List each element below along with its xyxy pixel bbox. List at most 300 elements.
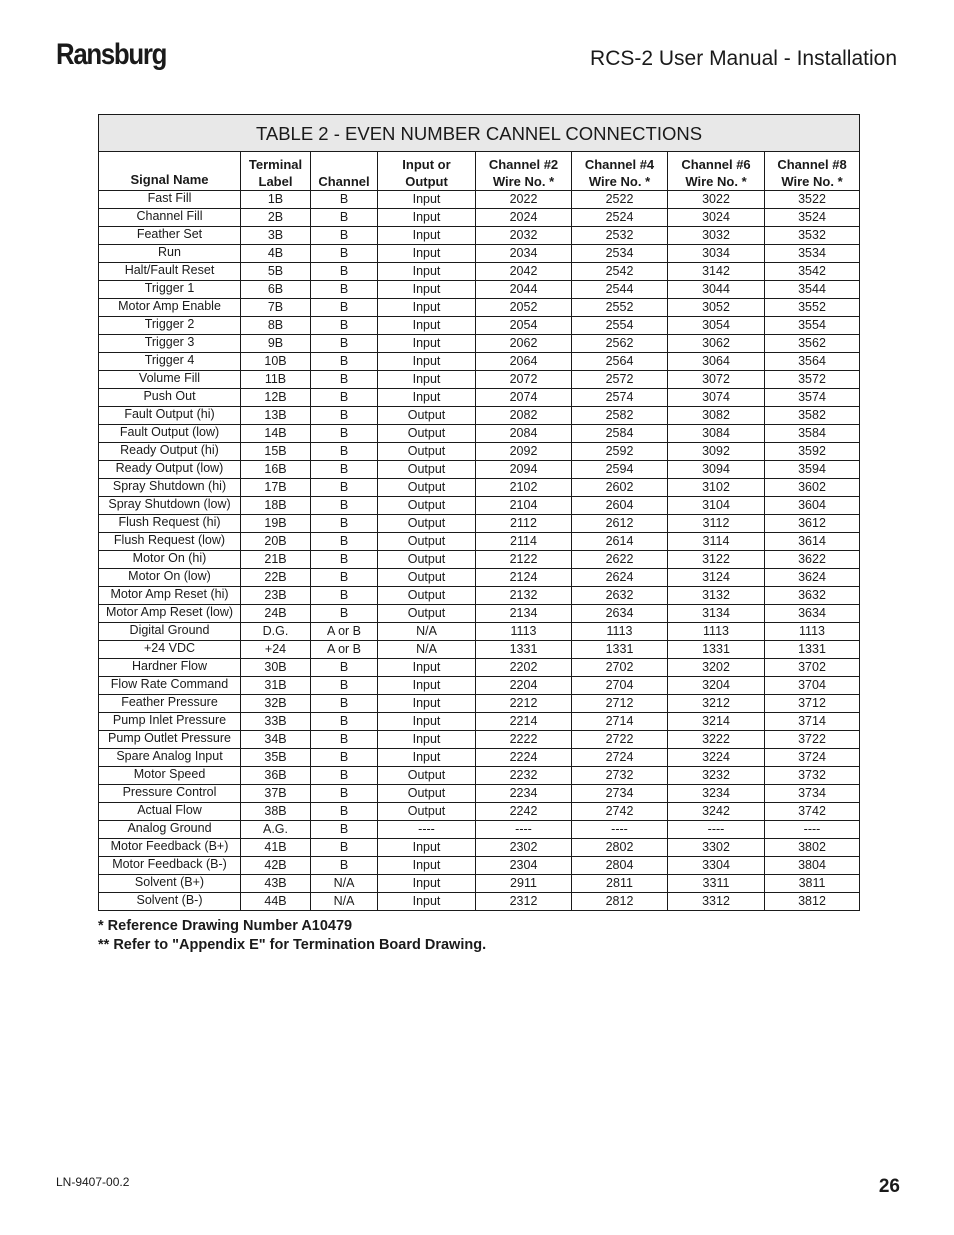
- table-cell: 2062: [476, 335, 572, 353]
- table-cell: Spray Shutdown (low): [99, 497, 241, 515]
- table-cell: Output: [378, 497, 476, 515]
- table-header-row: [99, 152, 860, 191]
- table-cell: 14B: [241, 425, 311, 443]
- table-cell: 2562: [572, 335, 668, 353]
- table-cell: Output: [378, 533, 476, 551]
- table-cell: 3724: [765, 749, 860, 767]
- column-header-5: [572, 152, 668, 191]
- table-cell: Trigger 4: [99, 353, 241, 371]
- column-header-line2: Wire No. *: [781, 174, 843, 189]
- column-header-line2: Output: [405, 174, 448, 189]
- table-cell: 3532: [765, 227, 860, 245]
- table-row: [99, 263, 860, 281]
- table-cell: 1331: [572, 641, 668, 659]
- table-cell: 34B: [241, 731, 311, 749]
- table-row: [99, 533, 860, 551]
- table-cell: 22B: [241, 569, 311, 587]
- column-header-7: [765, 152, 860, 191]
- table-row: [99, 389, 860, 407]
- table-cell: Trigger 2: [99, 317, 241, 335]
- table-cell: Input: [378, 839, 476, 857]
- table-cell: 2582: [572, 407, 668, 425]
- table-cell: 2534: [572, 245, 668, 263]
- table-cell: 3142: [668, 263, 765, 281]
- table-cell: 2224: [476, 749, 572, 767]
- table-cell: B: [311, 713, 378, 731]
- table-row: [99, 425, 860, 443]
- table-cell: 3052: [668, 299, 765, 317]
- table-cell: 3204: [668, 677, 765, 695]
- appendix-note: ** Refer to "Appendix E" for Termination Board Drawing.: [98, 937, 487, 953]
- table-cell: 1B: [241, 191, 311, 209]
- table-cell: 32B: [241, 695, 311, 713]
- table-row: [99, 353, 860, 371]
- table-row: [99, 857, 860, 875]
- table-row: [99, 767, 860, 785]
- table-cell: Input: [378, 857, 476, 875]
- table-cell: Analog Ground: [99, 821, 241, 839]
- table-cell: Output: [378, 605, 476, 623]
- table-cell: 2634: [572, 605, 668, 623]
- table-cell: 8B: [241, 317, 311, 335]
- table-row: [99, 407, 860, 425]
- table-cell: 2022: [476, 191, 572, 209]
- table-cell: 2552: [572, 299, 668, 317]
- table-cell: 3232: [668, 767, 765, 785]
- table-cell: 3812: [765, 893, 860, 911]
- table-cell: 2911: [476, 875, 572, 893]
- table-cell: 3092: [668, 443, 765, 461]
- table-cell: ----: [378, 821, 476, 839]
- table-cell: 3804: [765, 857, 860, 875]
- table-cell: Digital Ground: [99, 623, 241, 641]
- column-header-line1: Input or: [402, 157, 451, 172]
- table-cell: Output: [378, 407, 476, 425]
- table-cell: N/A: [378, 623, 476, 641]
- table-cell: 1113: [572, 623, 668, 641]
- table-cell: 2222: [476, 731, 572, 749]
- table-cell: Input: [378, 389, 476, 407]
- table-cell: B: [311, 515, 378, 533]
- table-cell: Halt/Fault Reset: [99, 263, 241, 281]
- table-cell: B: [311, 731, 378, 749]
- table-cell: 2024: [476, 209, 572, 227]
- table-cell: Input: [378, 191, 476, 209]
- table-row: [99, 803, 860, 821]
- column-header-line2: Wire No. *: [588, 174, 651, 189]
- table-cell: 3104: [668, 497, 765, 515]
- table-cell: 3032: [668, 227, 765, 245]
- table-cell: 2714: [572, 713, 668, 731]
- reference-note: * Reference Drawing Number A10479: [98, 918, 353, 934]
- column-header-line2: Signal Name: [130, 172, 209, 187]
- table-row: [99, 281, 860, 299]
- table-cell: Trigger 3: [99, 335, 241, 353]
- table-cell: 2122: [476, 551, 572, 569]
- table-cell: 3082: [668, 407, 765, 425]
- table-cell: 19B: [241, 515, 311, 533]
- table-cell: Trigger 1: [99, 281, 241, 299]
- table-cell: Motor Feedback (B-): [99, 857, 241, 875]
- table-cell: B: [311, 857, 378, 875]
- column-header-line1: Channel #2: [488, 157, 559, 172]
- table-cell: B: [311, 803, 378, 821]
- table-cell: 4B: [241, 245, 311, 263]
- table-cell: 3704: [765, 677, 860, 695]
- table-cell: 3552: [765, 299, 860, 317]
- table-row: [99, 587, 860, 605]
- table-cell: 3632: [765, 587, 860, 605]
- table-cell: 2554: [572, 317, 668, 335]
- column-header-6: [668, 152, 765, 191]
- table-cell: 3702: [765, 659, 860, 677]
- table-cell: 6B: [241, 281, 311, 299]
- table-cell: B: [311, 533, 378, 551]
- table-cell: +24 VDC: [99, 641, 241, 659]
- table-cell: A or B: [311, 641, 378, 659]
- table-cell: N/A: [378, 641, 476, 659]
- table-cell: 2734: [572, 785, 668, 803]
- table-cell: 3714: [765, 713, 860, 731]
- column-header-3: [378, 152, 476, 191]
- table-cell: Input: [378, 731, 476, 749]
- table-cell: B: [311, 767, 378, 785]
- table-cell: B: [311, 479, 378, 497]
- table-cell: Motor Amp Reset (low): [99, 605, 241, 623]
- table-cell: 2624: [572, 569, 668, 587]
- table-cell: 2074: [476, 389, 572, 407]
- table-row: [99, 299, 860, 317]
- column-header-line2: Channel: [318, 174, 370, 189]
- table-cell: 3614: [765, 533, 860, 551]
- table-row: [99, 659, 860, 677]
- table-cell: Input: [378, 317, 476, 335]
- table-cell: Output: [378, 767, 476, 785]
- table-cell: Output: [378, 461, 476, 479]
- table-cell: 2724: [572, 749, 668, 767]
- table-cell: 3074: [668, 389, 765, 407]
- table-cell: 3112: [668, 515, 765, 533]
- table-cell: B: [311, 299, 378, 317]
- table-cell: Ready Output (hi): [99, 443, 241, 461]
- table-cell: 3534: [765, 245, 860, 263]
- table-cell: 7B: [241, 299, 311, 317]
- page-number: 26: [878, 1176, 900, 1197]
- table-cell: 2732: [572, 767, 668, 785]
- brand-logo: Ransburg: [56, 38, 167, 71]
- table-cell: 2212: [476, 695, 572, 713]
- table-cell: B: [311, 551, 378, 569]
- table-cell: Input: [378, 893, 476, 911]
- table-cell: 3134: [668, 605, 765, 623]
- table-cell: 2134: [476, 605, 572, 623]
- table-cell: 2202: [476, 659, 572, 677]
- table-cell: 2742: [572, 803, 668, 821]
- table-cell: Push Out: [99, 389, 241, 407]
- table-row: [99, 893, 860, 911]
- table-cell: Feather Pressure: [99, 695, 241, 713]
- table-cell: B: [311, 659, 378, 677]
- table-cell: Fault Output (low): [99, 425, 241, 443]
- table-cell: 3302: [668, 839, 765, 857]
- table-cell: 2102: [476, 479, 572, 497]
- table-cell: Hardner Flow: [99, 659, 241, 677]
- table-cell: 13B: [241, 407, 311, 425]
- table-cell: 2312: [476, 893, 572, 911]
- table-cell: 2232: [476, 767, 572, 785]
- table-cell: 3132: [668, 587, 765, 605]
- table-row: [99, 335, 860, 353]
- table-cell: Output: [378, 425, 476, 443]
- table-cell: 2602: [572, 479, 668, 497]
- table-cell: Output: [378, 803, 476, 821]
- table-cell: B: [311, 587, 378, 605]
- table-cell: Feather Set: [99, 227, 241, 245]
- column-header-0: [99, 152, 241, 191]
- table-cell: B: [311, 749, 378, 767]
- table-cell: 20B: [241, 533, 311, 551]
- table-cell: 3574: [765, 389, 860, 407]
- table-cell: Input: [378, 281, 476, 299]
- connections-table-container: [98, 114, 859, 911]
- table-cell: 1331: [765, 641, 860, 659]
- table-row: [99, 461, 860, 479]
- table-cell: 3564: [765, 353, 860, 371]
- table-cell: Run: [99, 245, 241, 263]
- table-cell: 3122: [668, 551, 765, 569]
- table-cell: 2032: [476, 227, 572, 245]
- table-cell: 3811: [765, 875, 860, 893]
- column-header-2: [311, 152, 378, 191]
- table-caption: TABLE 2 - EVEN NUMBER CANNEL CONNECTIONS: [99, 115, 860, 152]
- table-cell: 2104: [476, 497, 572, 515]
- table-row: [99, 839, 860, 857]
- table-cell: 3612: [765, 515, 860, 533]
- table-cell: Output: [378, 569, 476, 587]
- table-cell: 2594: [572, 461, 668, 479]
- table-cell: 3084: [668, 425, 765, 443]
- table-cell: 2712: [572, 695, 668, 713]
- table-cell: B: [311, 461, 378, 479]
- table-row: [99, 641, 860, 659]
- table-cell: 3124: [668, 569, 765, 587]
- column-header-line2: Label: [258, 174, 293, 189]
- table-cell: 2592: [572, 443, 668, 461]
- table-cell: Volume Fill: [99, 371, 241, 389]
- table-cell: 3634: [765, 605, 860, 623]
- table-cell: B: [311, 695, 378, 713]
- table-row: [99, 443, 860, 461]
- table-row: [99, 605, 860, 623]
- table-cell: B: [311, 443, 378, 461]
- table-cell: 3064: [668, 353, 765, 371]
- table-cell: 2054: [476, 317, 572, 335]
- table-cell: Input: [378, 695, 476, 713]
- table-cell: Fault Output (hi): [99, 407, 241, 425]
- table-row: [99, 227, 860, 245]
- table-cell: B: [311, 839, 378, 857]
- table-cell: 2B: [241, 209, 311, 227]
- table-cell: Output: [378, 479, 476, 497]
- table-cell: Solvent (B-): [99, 893, 241, 911]
- table-cell: 2542: [572, 263, 668, 281]
- table-cell: B: [311, 335, 378, 353]
- table-cell: B: [311, 425, 378, 443]
- table-cell: 3212: [668, 695, 765, 713]
- table-cell: 3312: [668, 893, 765, 911]
- table-cell: 2234: [476, 785, 572, 803]
- table-cell: 3304: [668, 857, 765, 875]
- table-cell: Flush Request (hi): [99, 515, 241, 533]
- table-cell: Input: [378, 245, 476, 263]
- table-cell: 3034: [668, 245, 765, 263]
- table-cell: 2132: [476, 587, 572, 605]
- table-body: [99, 191, 860, 911]
- table-cell: 17B: [241, 479, 311, 497]
- table-cell: 3734: [765, 785, 860, 803]
- table-cell: B: [311, 497, 378, 515]
- table-cell: 2702: [572, 659, 668, 677]
- table-row: [99, 677, 860, 695]
- connections-table: [98, 114, 860, 911]
- table-cell: 37B: [241, 785, 311, 803]
- document-code: LN-9407-00.2: [56, 1175, 130, 1189]
- table-cell: 3234: [668, 785, 765, 803]
- table-cell: 44B: [241, 893, 311, 911]
- table-cell: 43B: [241, 875, 311, 893]
- table-notes: [98, 917, 486, 955]
- table-cell: 3554: [765, 317, 860, 335]
- table-cell: Input: [378, 299, 476, 317]
- table-cell: 2214: [476, 713, 572, 731]
- table-cell: 3722: [765, 731, 860, 749]
- table-cell: 3712: [765, 695, 860, 713]
- table-cell: 3022: [668, 191, 765, 209]
- column-header-line1: Terminal: [248, 157, 303, 172]
- table-cell: B: [311, 281, 378, 299]
- table-cell: Input: [378, 659, 476, 677]
- table-row: [99, 209, 860, 227]
- table-cell: 2112: [476, 515, 572, 533]
- table-cell: Solvent (B+): [99, 875, 241, 893]
- table-cell: N/A: [311, 893, 378, 911]
- table-cell: B: [311, 569, 378, 587]
- table-cell: B: [311, 209, 378, 227]
- table-cell: Motor Feedback (B+): [99, 839, 241, 857]
- table-cell: ----: [572, 821, 668, 839]
- table-row: [99, 317, 860, 335]
- table-cell: 3802: [765, 839, 860, 857]
- table-cell: Input: [378, 263, 476, 281]
- table-cell: 41B: [241, 839, 311, 857]
- table-cell: 2614: [572, 533, 668, 551]
- table-row: [99, 821, 860, 839]
- table-cell: Input: [378, 353, 476, 371]
- table-cell: B: [311, 371, 378, 389]
- table-cell: 2084: [476, 425, 572, 443]
- table-cell: 3102: [668, 479, 765, 497]
- table-cell: Motor On (low): [99, 569, 241, 587]
- table-cell: 1113: [765, 623, 860, 641]
- table-cell: Fast Fill: [99, 191, 241, 209]
- table-cell: Pump Outlet Pressure: [99, 731, 241, 749]
- table-cell: 2804: [572, 857, 668, 875]
- table-cell: 2604: [572, 497, 668, 515]
- table-cell: ----: [668, 821, 765, 839]
- table-cell: Motor On (hi): [99, 551, 241, 569]
- table-cell: Motor Amp Enable: [99, 299, 241, 317]
- table-cell: 18B: [241, 497, 311, 515]
- table-cell: 3242: [668, 803, 765, 821]
- table-cell: Input: [378, 335, 476, 353]
- table-cell: 2574: [572, 389, 668, 407]
- table-cell: 3594: [765, 461, 860, 479]
- table-cell: 3592: [765, 443, 860, 461]
- table-row: [99, 479, 860, 497]
- table-cell: Input: [378, 227, 476, 245]
- table-cell: +24: [241, 641, 311, 659]
- table-cell: B: [311, 263, 378, 281]
- column-header-1: [241, 152, 311, 191]
- table-cell: 2564: [572, 353, 668, 371]
- table-cell: 2522: [572, 191, 668, 209]
- table-cell: B: [311, 785, 378, 803]
- table-cell: 3044: [668, 281, 765, 299]
- table-cell: 2052: [476, 299, 572, 317]
- table-cell: Input: [378, 209, 476, 227]
- table-cell: 2302: [476, 839, 572, 857]
- table-cell: 2204: [476, 677, 572, 695]
- table-cell: 11B: [241, 371, 311, 389]
- table-cell: 2722: [572, 731, 668, 749]
- table-cell: 2092: [476, 443, 572, 461]
- table-cell: Input: [378, 677, 476, 695]
- table-cell: 16B: [241, 461, 311, 479]
- table-row: [99, 191, 860, 209]
- table-cell: 2094: [476, 461, 572, 479]
- table-cell: B: [311, 677, 378, 695]
- table-row: [99, 497, 860, 515]
- table-cell: 3582: [765, 407, 860, 425]
- table-cell: 2802: [572, 839, 668, 857]
- table-cell: 38B: [241, 803, 311, 821]
- table-cell: 3072: [668, 371, 765, 389]
- table-row: [99, 551, 860, 569]
- table-cell: B: [311, 389, 378, 407]
- table-cell: 3542: [765, 263, 860, 281]
- table-cell: 3742: [765, 803, 860, 821]
- table-row: [99, 749, 860, 767]
- table-cell: 2572: [572, 371, 668, 389]
- table-cell: 1113: [668, 623, 765, 641]
- table-cell: ----: [476, 821, 572, 839]
- table-row: [99, 731, 860, 749]
- table-cell: N/A: [311, 875, 378, 893]
- table-cell: B: [311, 407, 378, 425]
- table-cell: 24B: [241, 605, 311, 623]
- table-cell: 3311: [668, 875, 765, 893]
- table-cell: 23B: [241, 587, 311, 605]
- table-cell: 3524: [765, 209, 860, 227]
- column-header-4: [476, 152, 572, 191]
- column-header-line1: Channel #8: [777, 157, 847, 172]
- table-cell: 2114: [476, 533, 572, 551]
- table-cell: 2064: [476, 353, 572, 371]
- table-cell: Output: [378, 443, 476, 461]
- table-cell: 2072: [476, 371, 572, 389]
- table-cell: 3024: [668, 209, 765, 227]
- table-row: [99, 713, 860, 731]
